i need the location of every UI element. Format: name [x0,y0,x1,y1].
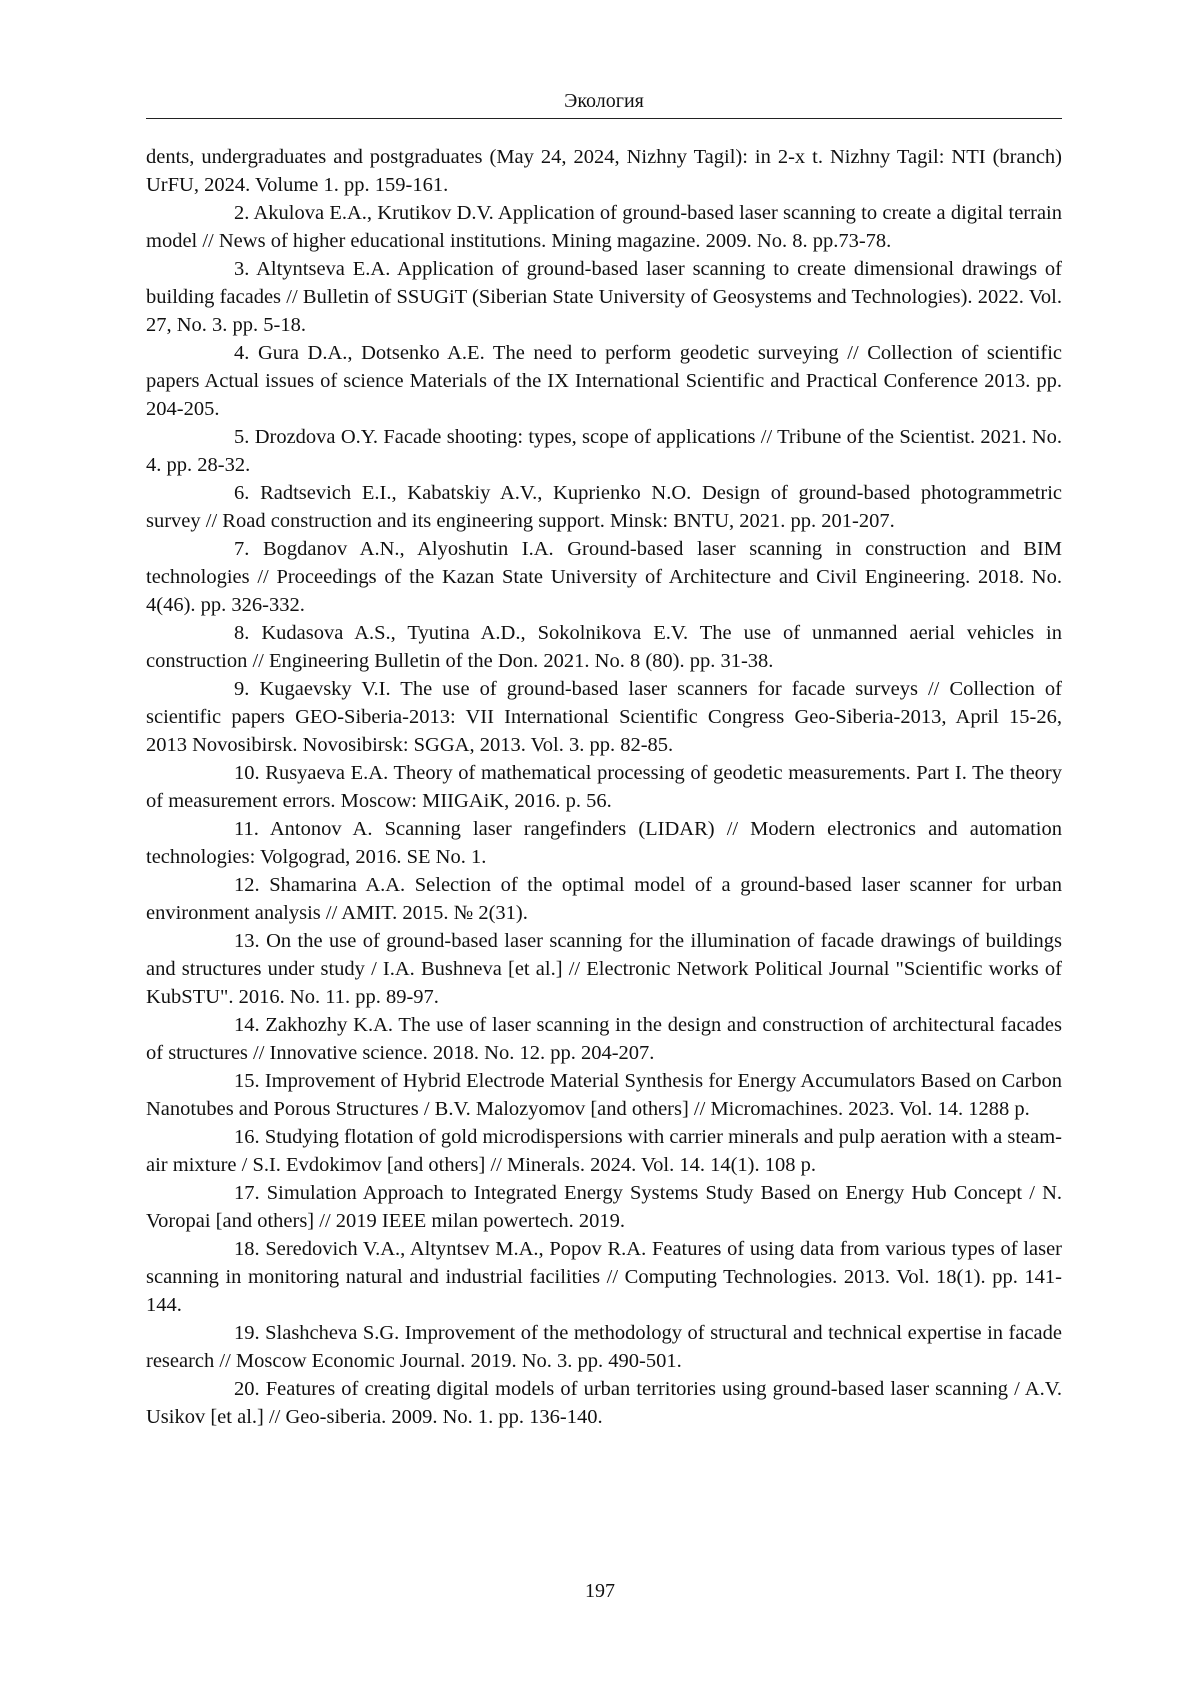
reference-number: 8. [234,622,250,644]
reference-text: Altyntseva E.A. Application of ground-based laser scanning to create dimensional drawings of building facades // Bulletin of SSUGiT (Siberian State University of Geosystems and Technologies). 2022. Vol. 27, No. 3. pp. 5-18. [146,258,1062,336]
reference-number: 2. [234,202,250,224]
reference-continuation: dents, undergraduates and postgraduates (May 24, 2024, Nizhny Tagil): in 2-x t. Nizhny Tagil: NTI (branch) UrFU, 2024. Volume 1. pp. 159-161. [146,146,1062,196]
reference-text: Slashcheva S.G. Improvement of the methodology of structural and technical expertise in facade research // Moscow Economic Journal. 2019. No. 3. pp. 490-501. [146,1322,1062,1372]
reference-number: 11. [234,818,259,840]
journal-section-title: Экология [564,90,644,112]
reference-text: Bogdanov A.N., Alyoshutin I.A. Ground-based laser scanning in construction and BIM technologies // Proceedings of the Kazan State University of Architecture and Civil Engineering. 2018. No. 4(46). pp. 326-332. [146,538,1062,616]
reference-text: Antonov A. Scanning laser rangefinders (LIDAR) // Modern electronics and automation technologies: Volgograd, 2016. SE No. 1. [146,818,1062,868]
reference-item [146,619,1062,675]
reference-number: 7. [234,538,250,560]
reference-text: Akulova E.A., Krutikov D.V. Application of ground-based laser scanning to create a digital terrain model // News of higher educational institutions. Mining magazine. 2009. No. 8. pp.73-78. [146,202,1062,252]
reference-number: 20. [234,1378,260,1400]
reference-number: 6. [234,482,250,504]
reference-item [146,255,1062,339]
reference-item [146,927,1062,1011]
running-header [146,86,1062,119]
reference-number: 14. [234,1014,260,1036]
reference-item [146,871,1062,927]
reference-text: Radtsevich E.I., Kabatskiy A.V., Kuprienko N.O. Design of ground-based photogrammetric survey // Road construction and its engineering support. Minsk: BNTU, 2021. pp. 201-207. [146,482,1062,532]
reference-item [146,1179,1062,1235]
reference-text: Drozdova O.Y. Facade shooting: types, scope of applications // Tribune of the Scientist. 2021. No. 4. pp. 28-32. [146,426,1062,476]
reference-text: Zakhozhy K.A. The use of laser scanning in the design and construction of architectural facades of structures // Innovative science. 2018. No. 12. pp. 204-207. [146,1014,1062,1064]
reference-item [146,535,1062,619]
reference-item [146,1123,1062,1179]
reference-items [146,199,1062,1431]
reference-text: Features of creating digital models of urban territories using ground-based laser scanning / A.V. Usikov [et al.] // Geo-siberia. 2009. No. 1. pp. 136-140. [146,1378,1062,1428]
page-number: 197 [585,1580,615,1602]
reference-item [146,339,1062,423]
reference-number: 13. [234,930,260,952]
reference-text: Simulation Approach to Integrated Energy Systems Study Based on Energy Hub Concept / N. Voropai [and others] // 2019 IEEE milan powertech. 2019. [146,1182,1062,1232]
reference-number: 3. [234,258,250,280]
reference-text: Rusyaeva E.A. Theory of mathematical processing of geodetic measurements. Part I. The theory of measurement errors. Moscow: MIIGAiK, 2016. p. 56. [146,762,1063,812]
reference-item [146,1067,1062,1123]
reference-item [146,1375,1062,1431]
reference-number: 5. [234,426,250,448]
reference-text: Seredovich V.A., Altyntsev M.A., Popov R.A. Features of using data from various types of laser scanning in monitoring natural and industrial facilities // Computing Technologies. 2013. Vol. 18(1). pp. 141-144. [146,1238,1062,1316]
reference-text: Kudasova A.S., Tyutina A.D., Sokolnikova E.V. The use of unmanned aerial vehicles in construction // Engineering Bulletin of the Don. 2021. No. 8 (80). pp. 31-38. [146,622,1063,672]
reference-item [146,759,1062,815]
reference-item [146,675,1062,759]
reference-number: 4. [234,342,250,364]
reference-text: Gura D.A., Dotsenko A.E. The need to perform geodetic surveying // Collection of scientific papers Actual issues of science Materials of the IX International Scientific and Practical Conference 2013. pp. 204-205. [146,342,1063,420]
reference-number: 10. [234,762,260,784]
reference-item [146,1319,1062,1375]
reference-number: 18. [234,1238,260,1260]
reference-number: 17. [234,1182,260,1204]
reference-number: 9. [234,678,250,700]
reference-text: Studying flotation of gold microdispersions with carrier minerals and pulp aeration with a steam-air mixture / S.I. Evdokimov [and others] // Minerals. 2024. Vol. 14. 14(1). 108 p. [146,1126,1063,1176]
reference-number: 15. [234,1070,260,1092]
reference-list [146,143,1062,1431]
reference-item [146,423,1062,479]
reference-item [146,1235,1062,1319]
reference-text: On the use of ground-based laser scanning for the illumination of facade drawings of buildings and structures under study / I.A. Bushneva [et al.] // Electronic Network Political Journal "Scientific works of KubSTU". 2016. No. 11. pp. 89-97. [146,930,1062,1008]
reference-item [146,479,1062,535]
reference-text: Kugaevsky V.I. The use of ground-based laser scanners for facade surveys // Collection of scientific papers GEO-Siberia-2013: VII International Scientific Congress Geo-Siberia-2013, April 15-26, 2013 Novosibirsk. Novosibirsk: SGGA, 2013. Vol. 3. pp. 82-85. [146,678,1062,756]
reference-number: 12. [234,874,260,896]
reference-number: 19. [234,1322,260,1344]
reference-item [146,815,1062,871]
reference-text: Improvement of Hybrid Electrode Material Synthesis for Energy Accumulators Based on Carbon Nanotubes and Porous Structures / B.V. Malozyomov [and others] // Micromachines. 2023. Vol. 14. 1288 p. [146,1070,1063,1120]
reference-item [146,1011,1062,1067]
reference-number: 16. [234,1126,260,1148]
reference-item [146,199,1062,255]
reference-text: Shamarina A.A. Selection of the optimal model of a ground-based laser scanner for urban environment analysis // AMIT. 2015. № 2(31). [146,874,1062,924]
